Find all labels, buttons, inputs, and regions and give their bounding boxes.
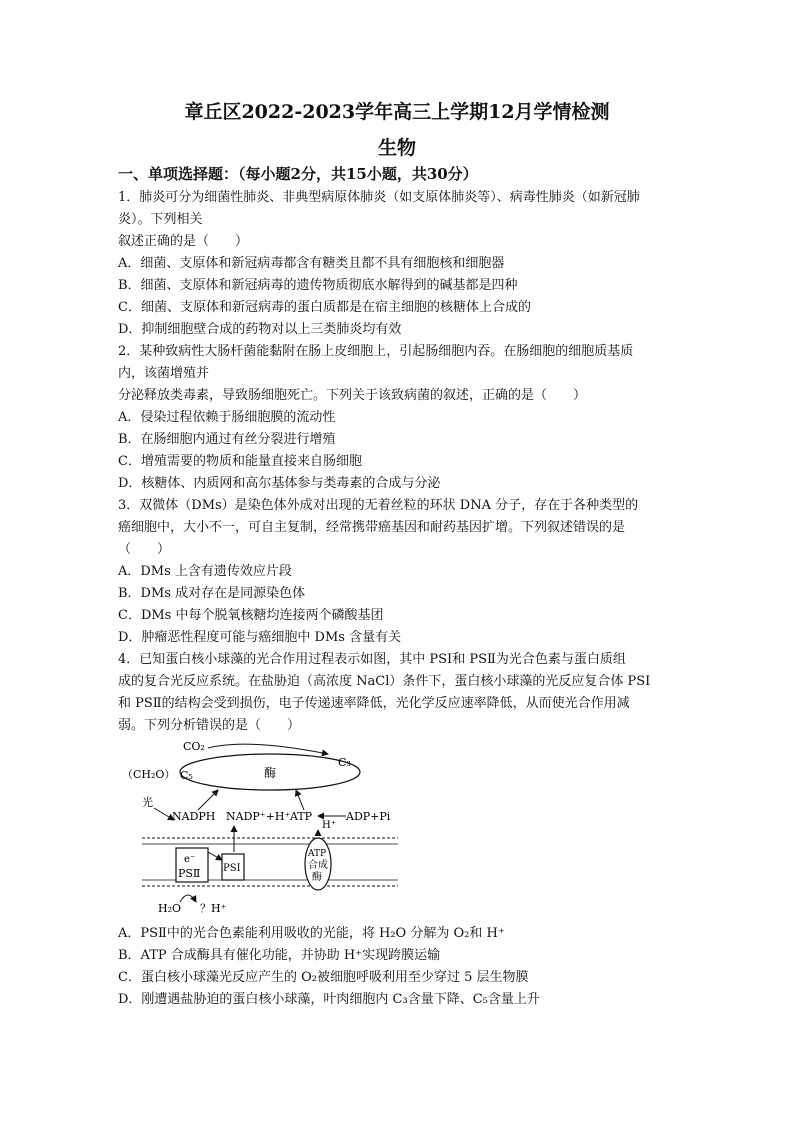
question-4-option-a: A．PSⅡ中的光合色素能利用吸收的光能，将 H₂O 分解为 O₂和 H⁺ — [118, 926, 505, 941]
question-1-line-2: 炎）。下列相关 — [118, 212, 203, 227]
c3-label: C₃ — [338, 756, 351, 769]
question-3-line-2: 癌细胞中，大小不一，可自主复制，经常携带癌基因和耐药基因扩增。下列叙述错误的是 — [118, 520, 626, 535]
question-1-option-d: D．抑制细胞壁合成的药物对以上三类肺炎均有效 — [118, 322, 402, 337]
question-3-option-c: C．DMs 中每个脱氧核糖均连接两个磷酸基团 — [118, 608, 384, 623]
atp-synthase-label-1: ATP — [308, 849, 327, 859]
question-4-option-c: C．蛋白核小球藻光反应产生的 O₂被细胞呼吸利用至少穿过 5 层生物膜 — [118, 970, 529, 985]
subject-title: 生物 — [377, 137, 416, 159]
question-2-option-c: C．增殖需要的物质和能量直接来自肠细胞 — [118, 454, 362, 469]
electron-transport-arrow — [208, 852, 222, 860]
atp-to-cycle-arrow — [296, 790, 304, 810]
question-3-option-a: A．DMs 上含有遗传效应片段 — [118, 564, 292, 579]
nadph-label: NADPH — [172, 810, 216, 823]
question-1-line-1: 1．肺炎可分为细菌性肺炎、非典型病原体肺炎（如支原体肺炎等）、病毒性肺炎（如新冠肺 — [118, 190, 640, 205]
question-2-option-d: D．核糖体、内质网和高尔基体参与类毒素的合成与分泌 — [118, 476, 441, 491]
question-4-line-1: 4．已知蛋白核小球藻的光合作用过程表示如图，其中 PSⅠ和 PSⅡ为光合色素与蛋白质组 — [118, 652, 626, 667]
question-1-option-a: A．细菌、支原体和新冠病毒都含有糖类且都不具有细胞核和细胞器 — [118, 256, 505, 271]
enzyme-label: 酶 — [264, 766, 277, 780]
atp-label: ATP — [290, 810, 313, 823]
co2-label: CO₂ — [183, 740, 205, 753]
question-3-option-b: B．DMs 成对存在是同源染色体 — [118, 586, 306, 601]
nadp-label: NADP⁺+H⁺ — [226, 810, 291, 823]
question-2-line-1: 2．某种致病性大肠杆菌能黏附在肠上皮细胞上，引起肠细胞内吞。在肠细胞的细胞质基质 — [118, 344, 634, 359]
question-2-line-3: 分泌释放类毒素，导致肠细胞死亡。下列关于该致病菌的叙述，正确的是（ ） — [118, 388, 587, 403]
question-h-plus-label: ？H⁺ — [200, 902, 227, 915]
ps1-label: PSⅠ — [223, 863, 241, 874]
electron-label: e⁻ — [184, 854, 196, 865]
question-4-line-3: 和 PSⅡ的结构会受到损伤，电子传递速率降低，光化学反应速率降低，从而使光合作用减 — [118, 696, 630, 711]
light-arrow — [154, 808, 174, 820]
h-plus-top-label: H⁺ — [322, 820, 336, 831]
question-3-line-1: 3．双微体（DMs）是染色体外成对出现的无着丝粒的环状 DNA 分子，存在于各种类型的 — [118, 498, 639, 513]
question-2-option-a: A．侵染过程依赖于肠细胞膜的流动性 — [118, 410, 336, 425]
light-label: 光 — [142, 796, 153, 809]
ps2-label: PSⅡ — [178, 867, 201, 880]
h2o-label: H₂O — [158, 902, 182, 915]
atp-synthase-label-2: 合成 — [308, 860, 328, 871]
question-1-option-b: B．细菌、支原体和新冠病毒的遗传物质彻底水解得到的碱基都是四种 — [118, 278, 518, 293]
water-split-arrow — [180, 895, 196, 902]
question-4-option-b: B．ATP 合成酶具有催化功能，并协助 H⁺实现跨膜运输 — [118, 948, 441, 963]
atp-synthase-label-3: 酶 — [312, 872, 322, 883]
section-heading: 一、单项选择题：（每小题2分，共15小题，共30分） — [118, 165, 478, 183]
co2-arrow — [208, 744, 328, 754]
photosynthesis-diagram — [118, 736, 408, 920]
question-4-line-4: 弱。下列分析错误的是（ ） — [118, 718, 301, 733]
exam-title: 章丘区2022-2023学年高三上学期12月学情检测 — [184, 101, 610, 123]
question-1-option-c: C．细菌、支原体和新冠病毒的蛋白质都是在宿主细胞的核糖体上合成的 — [118, 300, 531, 315]
question-2-option-b: B．在肠细胞内通过有丝分裂进行增殖 — [118, 432, 336, 447]
nadph-to-cycle-arrow — [198, 790, 218, 810]
adp-label: ADP+Pi — [346, 810, 391, 823]
question-2-line-2: 内，该菌增殖并 — [118, 366, 210, 381]
question-1-line-3: 叙述正确的是（ ） — [118, 234, 249, 249]
question-4-line-2: 成的复合光反应系统。在盐胁迫（高浓度 NaCl）条件下，蛋白核小球藻的光反应复合体 PSⅠ — [118, 674, 651, 689]
question-3-line-3: （ ） — [118, 542, 171, 557]
c5-label: C₅ — [180, 769, 193, 782]
question-4-option-d: D．刚遭遇盐胁迫的蛋白核小球藻，叶肉细胞内 C₃含量下降、C₅含量上升 — [118, 992, 540, 1007]
ch2o-label: （CH₂O） — [122, 768, 176, 781]
question-3-option-d: D．肿瘤恶性程度可能与癌细胞中 DMs 含量有关 — [118, 630, 402, 645]
